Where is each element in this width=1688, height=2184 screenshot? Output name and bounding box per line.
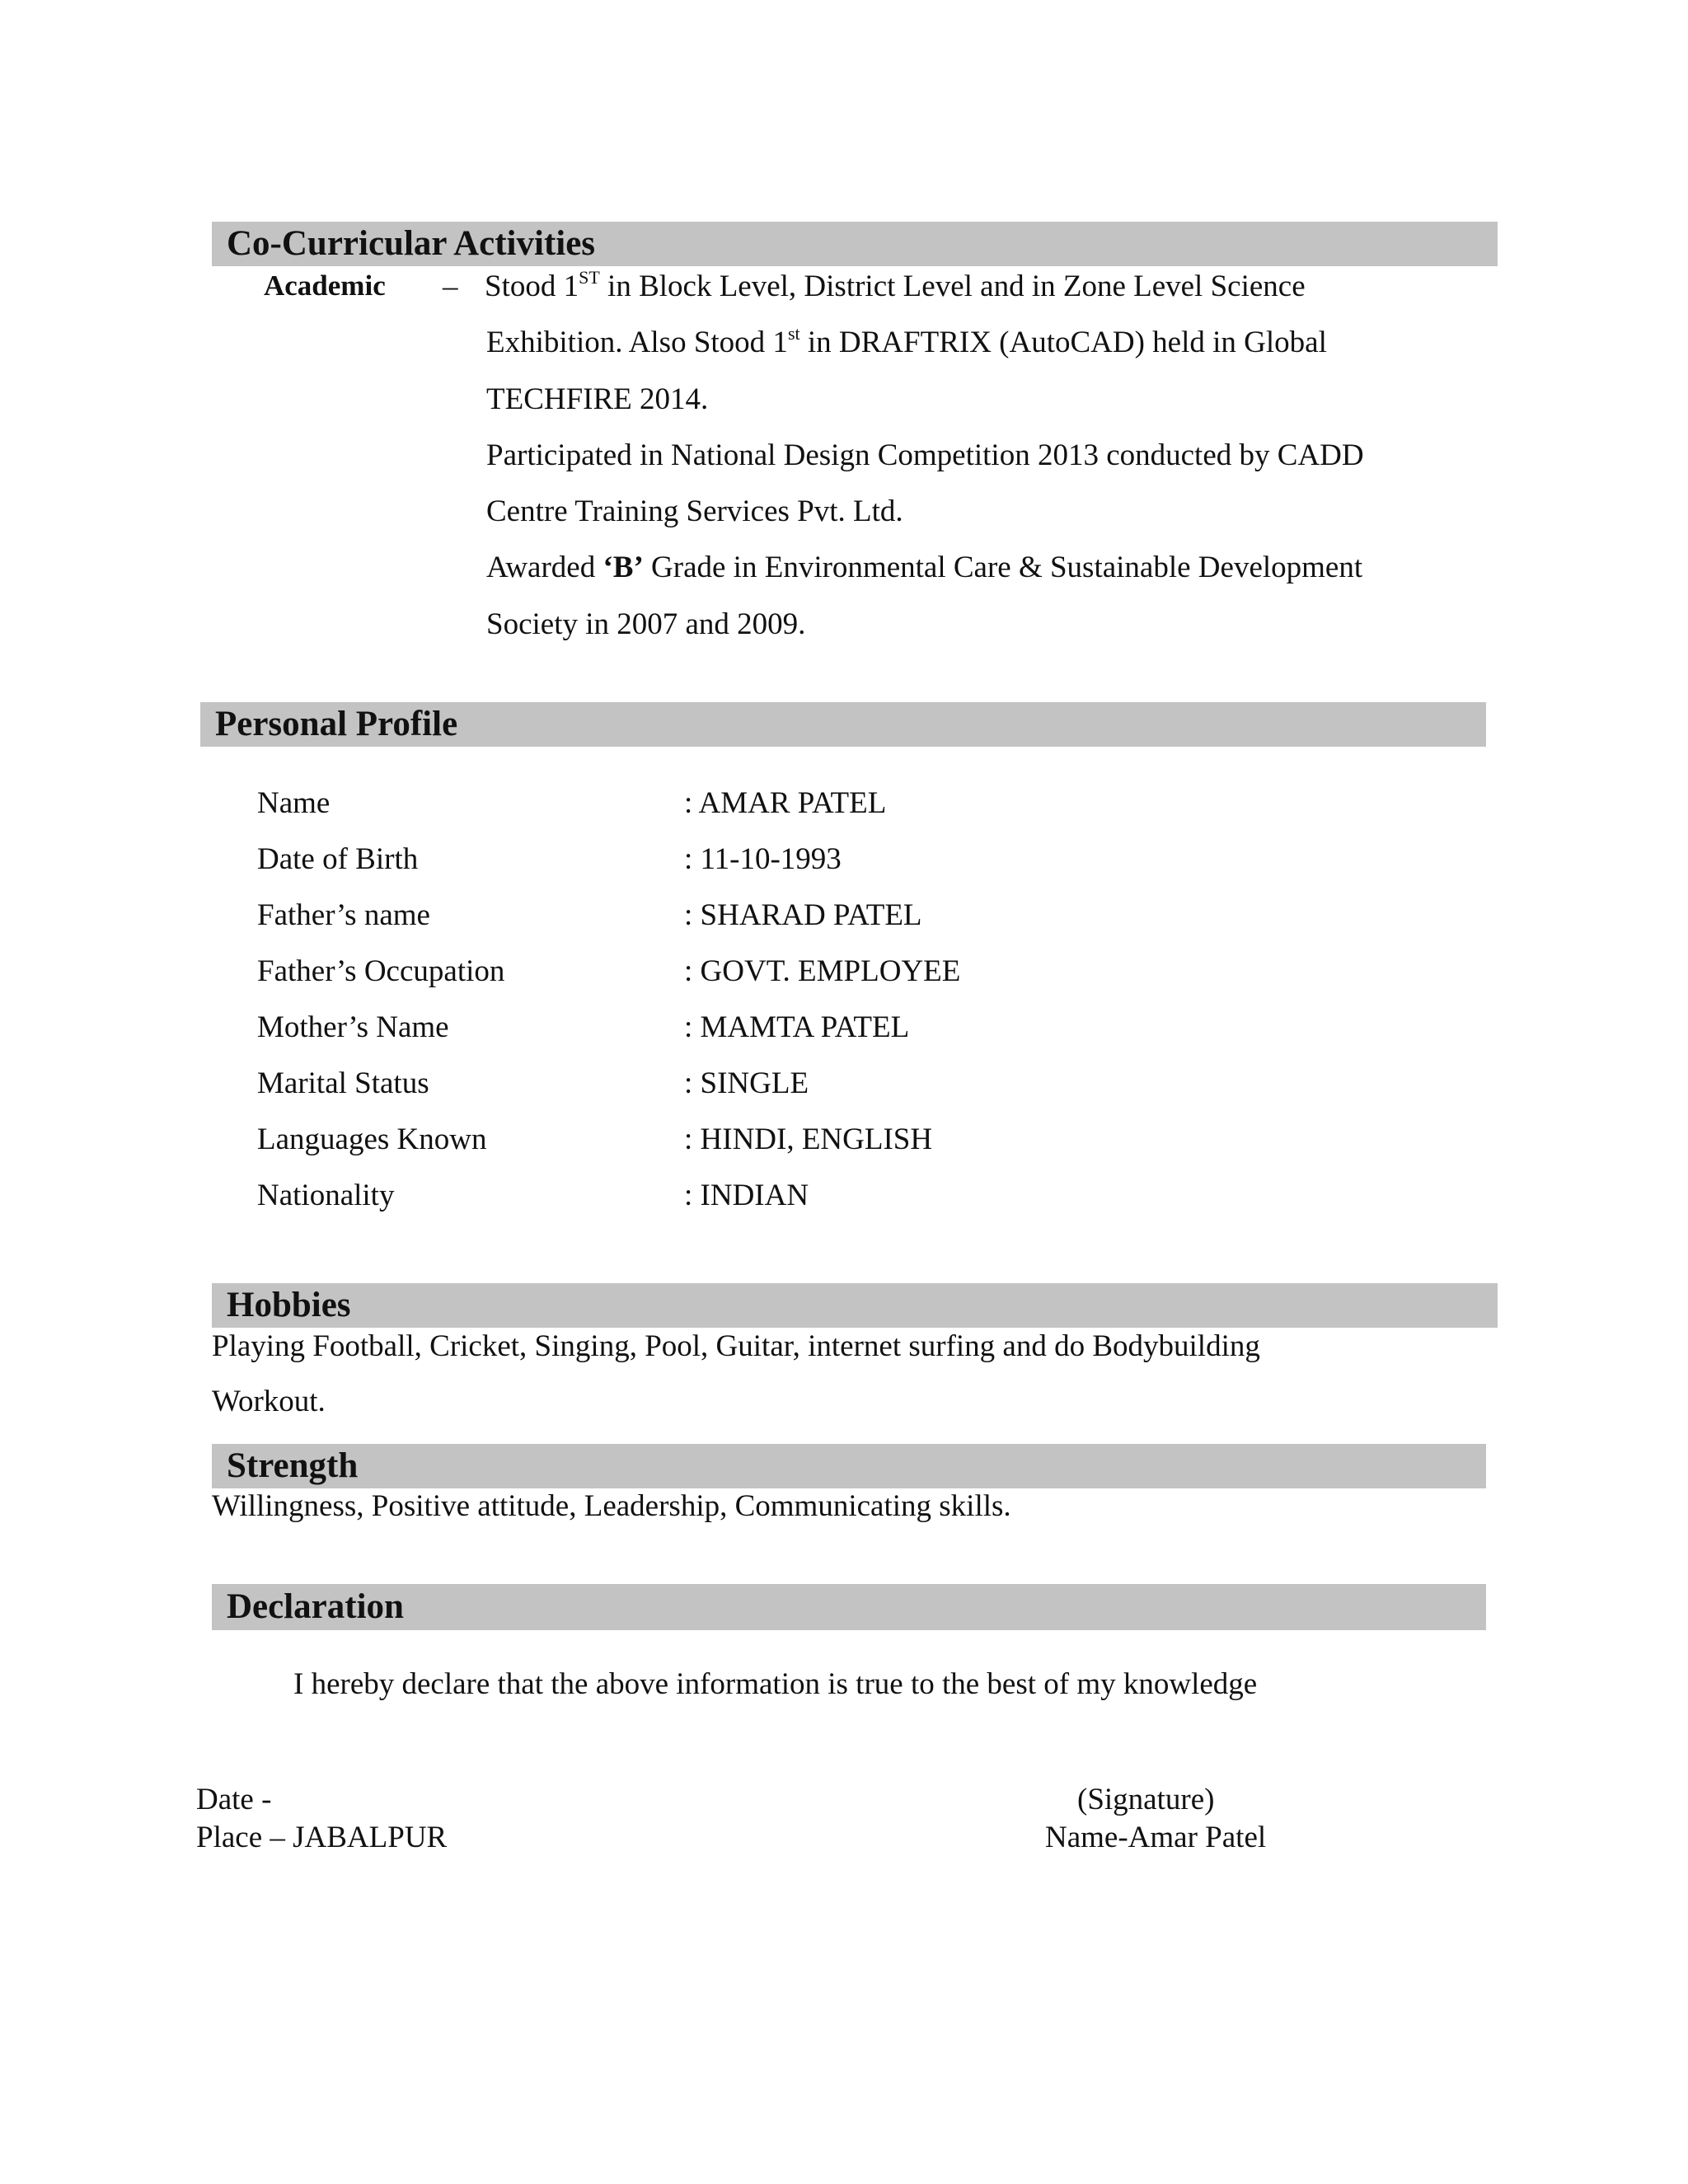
profile-value: : SINGLE bbox=[684, 1066, 809, 1100]
academic-line-1: Stood 1ST in Block Level, District Level and in Zone Level Science bbox=[485, 266, 1306, 303]
declaration-heading: Declaration bbox=[212, 1584, 1486, 1630]
hobbies-line-2: Workout. bbox=[212, 1385, 326, 1418]
date-field: Date - bbox=[196, 1783, 272, 1816]
signature-label: (Signature) bbox=[1077, 1783, 1215, 1816]
profile-label: Father’s Occupation bbox=[257, 954, 505, 988]
signatory-name: Name-Amar Patel bbox=[1045, 1821, 1267, 1854]
profile-value: : AMAR PATEL bbox=[684, 786, 887, 820]
academic-line-7: Society in 2007 and 2009. bbox=[486, 607, 806, 641]
profile-value: : SHARAD PATEL bbox=[684, 898, 922, 932]
profile-label: Languages Known bbox=[257, 1122, 487, 1156]
co-curricular-heading: Co-Curricular Activities bbox=[212, 222, 1498, 266]
profile-label: Father’s name bbox=[257, 898, 430, 932]
academic-line-3: TECHFIRE 2014. bbox=[486, 382, 709, 416]
academic-label: Academic bbox=[264, 269, 386, 302]
hobbies-heading: Hobbies bbox=[212, 1283, 1498, 1328]
profile-value: : GOVT. EMPLOYEE bbox=[684, 954, 961, 988]
hobbies-line-1: Playing Football, Cricket, Singing, Pool, Guitar, internet surfing and do Bodybuilding bbox=[212, 1329, 1260, 1363]
place-field: Place – JABALPUR bbox=[196, 1821, 448, 1854]
academic-line-4: Participated in National Design Competition 2013 conducted by CADD bbox=[486, 438, 1364, 472]
profile-value: : INDIAN bbox=[684, 1179, 809, 1212]
profile-value: : HINDI, ENGLISH bbox=[684, 1122, 933, 1156]
profile-label: Nationality bbox=[257, 1179, 395, 1212]
strength-text: Willingness, Positive attitude, Leadership, Communicating skills. bbox=[212, 1489, 1011, 1523]
profile-label: Mother’s Name bbox=[257, 1010, 449, 1044]
profile-label: Name bbox=[257, 786, 331, 820]
academic-line-6: Awarded ‘B’ Grade in Environmental Care & Sustainable Development bbox=[486, 551, 1363, 584]
academic-line-2: Exhibition. Also Stood 1st in DRAFTRIX (AutoCAD) held in Global bbox=[486, 322, 1327, 359]
academic-dash: – bbox=[443, 269, 458, 303]
declaration-text: I hereby declare that the above information is true to the best of my knowledge bbox=[293, 1667, 1258, 1701]
academic-line-5: Centre Training Services Pvt. Ltd. bbox=[486, 494, 903, 528]
profile-value: : 11-10-1993 bbox=[684, 842, 842, 876]
personal-profile-heading: Personal Profile bbox=[200, 702, 1486, 747]
profile-label: Marital Status bbox=[257, 1066, 429, 1100]
strength-heading: Strength bbox=[212, 1444, 1486, 1488]
profile-label: Date of Birth bbox=[257, 842, 419, 876]
profile-value: : MAMTA PATEL bbox=[684, 1010, 910, 1044]
